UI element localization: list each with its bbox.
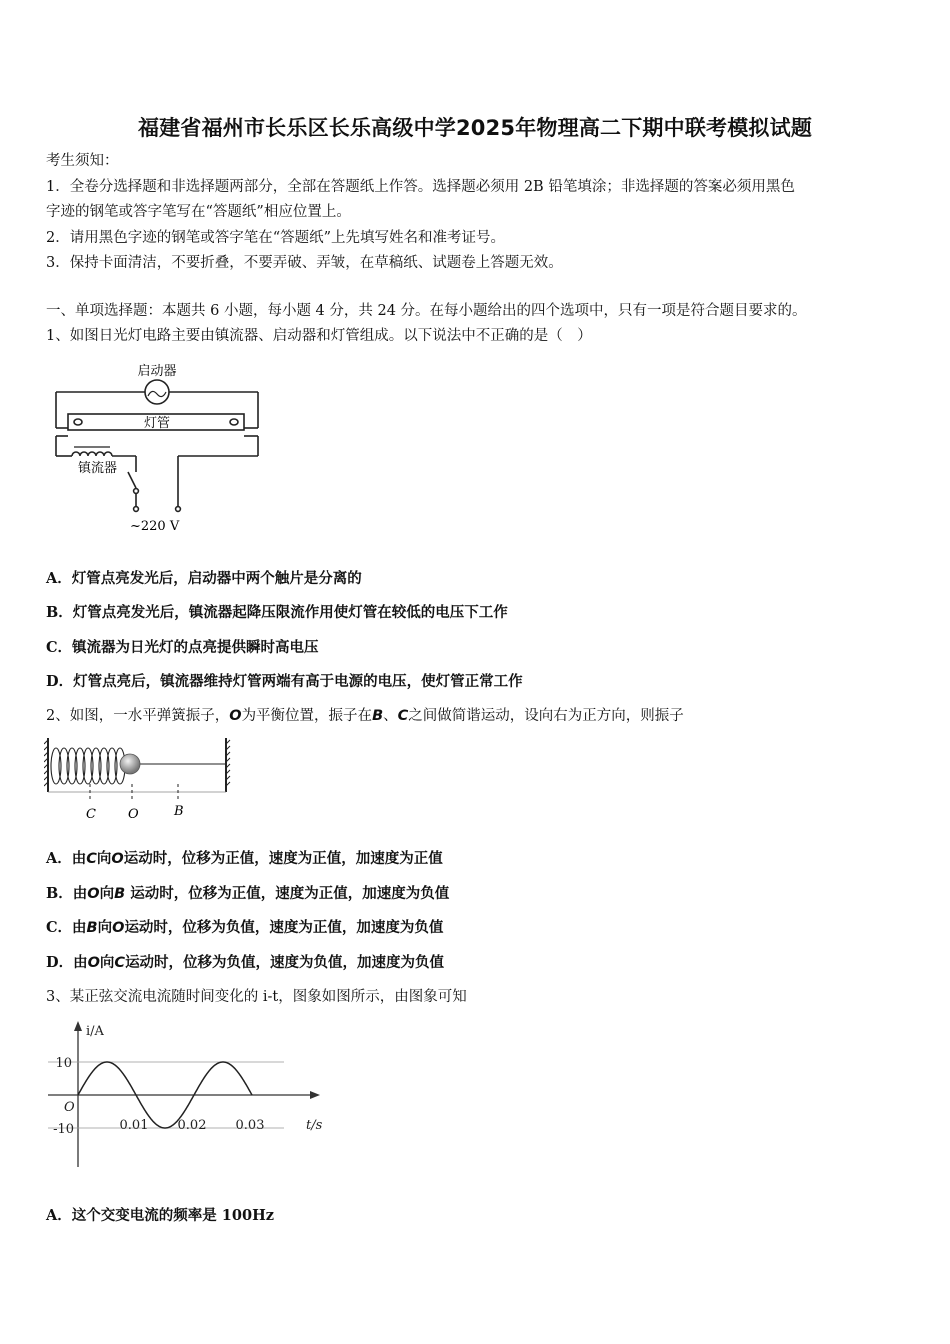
- q2-option-c: C．由B向O运动时，位移为负值，速度为正值，加速度为负值: [46, 919, 444, 936]
- x-axis-label: t/s: [306, 1118, 323, 1133]
- q1-circuit-figure: [46, 358, 276, 538]
- notice-line-1a: 1．全卷分选择题和非选择题两部分，全部在答题纸上作答。选择题必须用 2B 铅笔填涂；非选择题的答案必须用黑色: [46, 179, 795, 195]
- notice-heading: 考生须知：: [46, 153, 119, 169]
- oscillator-ball: [120, 754, 140, 774]
- switch-blade: [128, 472, 136, 488]
- notice-line-2: 2．请用黑色字迹的钢笔或答字笔在“答题纸”上先填写姓名和准考证号。: [46, 230, 506, 246]
- q1-option-c: C．镇流器为日光灯的点亮提供瞬时高电压: [46, 639, 319, 656]
- y-tick-label-neg10: -10: [53, 1122, 74, 1137]
- origin-label: O: [64, 1100, 75, 1115]
- x-tick-label-0.02: 0.02: [177, 1118, 207, 1133]
- q2-stem: 2、如图，一水平弹簧振子，O为平衡位置，振子在B、C之间做简谐运动，设向右为正方向，则振子: [46, 708, 684, 724]
- notice-line-3: 3．保持卡面清洁，不要折叠，不要弄破、弄皱，在草稿纸、试题卷上答题无效。: [46, 255, 563, 271]
- y-axis-arrow: [74, 1021, 82, 1031]
- q2-option-a: A．由C向O运动时，位移为正值，速度为正值，加速度为正值: [46, 850, 443, 867]
- x-tick-label-0.01: 0.01: [119, 1118, 149, 1133]
- label-c: C: [86, 807, 96, 822]
- y-tick-label-10: 10: [55, 1056, 72, 1071]
- q1-stem: 1、如图日光灯电路主要由镇流器、启动器和灯管组成。以下说法中不正确的是（ ）: [46, 328, 592, 344]
- it-chart: [44, 1017, 334, 1179]
- y-axis-label: i/A: [86, 1024, 104, 1039]
- voltage-label: ~220 V: [130, 519, 180, 534]
- q1-option-d: D．灯管点亮后，镇流器维持灯管两端有高于电源的电压，使灯管正常工作: [46, 673, 523, 690]
- q3-option-a: A．这个交变电流的频率是 100Hz: [46, 1207, 274, 1224]
- page-title: 福建省福州市长乐区长乐高级中学2025年物理高二下期中联考模拟试题: [137, 116, 813, 140]
- q1-option-b: B．灯管点亮发光后，镇流器起降压限流作用使灯管在较低的电压下工作: [46, 604, 508, 621]
- spring-coil: [51, 748, 125, 784]
- ballast-coil-icon: [72, 452, 112, 456]
- label-b: B: [174, 804, 184, 819]
- q2-option-b: B．由O向B 运动时，位移为正值，速度为正值，加速度为负值: [46, 885, 450, 902]
- notice-line-1b: 字迹的钢笔或答字笔写在“答题纸”相应位置上。: [46, 204, 351, 220]
- label-o: O: [128, 807, 139, 822]
- q3-stem: 3、某正弦交流电流随时间变化的 i-t，图象如图所示，由图象可知: [46, 989, 467, 1005]
- x-tick-label-0.03: 0.03: [235, 1118, 265, 1133]
- q2-spring-figure: [44, 734, 244, 826]
- q1-option-a: A．灯管点亮发光后，启动器中两个触片是分离的: [46, 570, 362, 587]
- x-axis-arrow: [310, 1091, 320, 1099]
- ballast-label: 镇流器: [78, 461, 118, 476]
- section-heading: 一、单项选择题：本题共 6 小题，每小题 4 分，共 24 分。在每小题给出的四个选项中，只有一项是符合题目要求的。: [46, 303, 807, 319]
- starter-label: 启动器: [137, 364, 177, 379]
- q2-option-d: D．由O向C运动时，位移为负值，速度为负值，加速度为负值: [46, 954, 445, 971]
- tube-label: 灯管: [143, 416, 171, 431]
